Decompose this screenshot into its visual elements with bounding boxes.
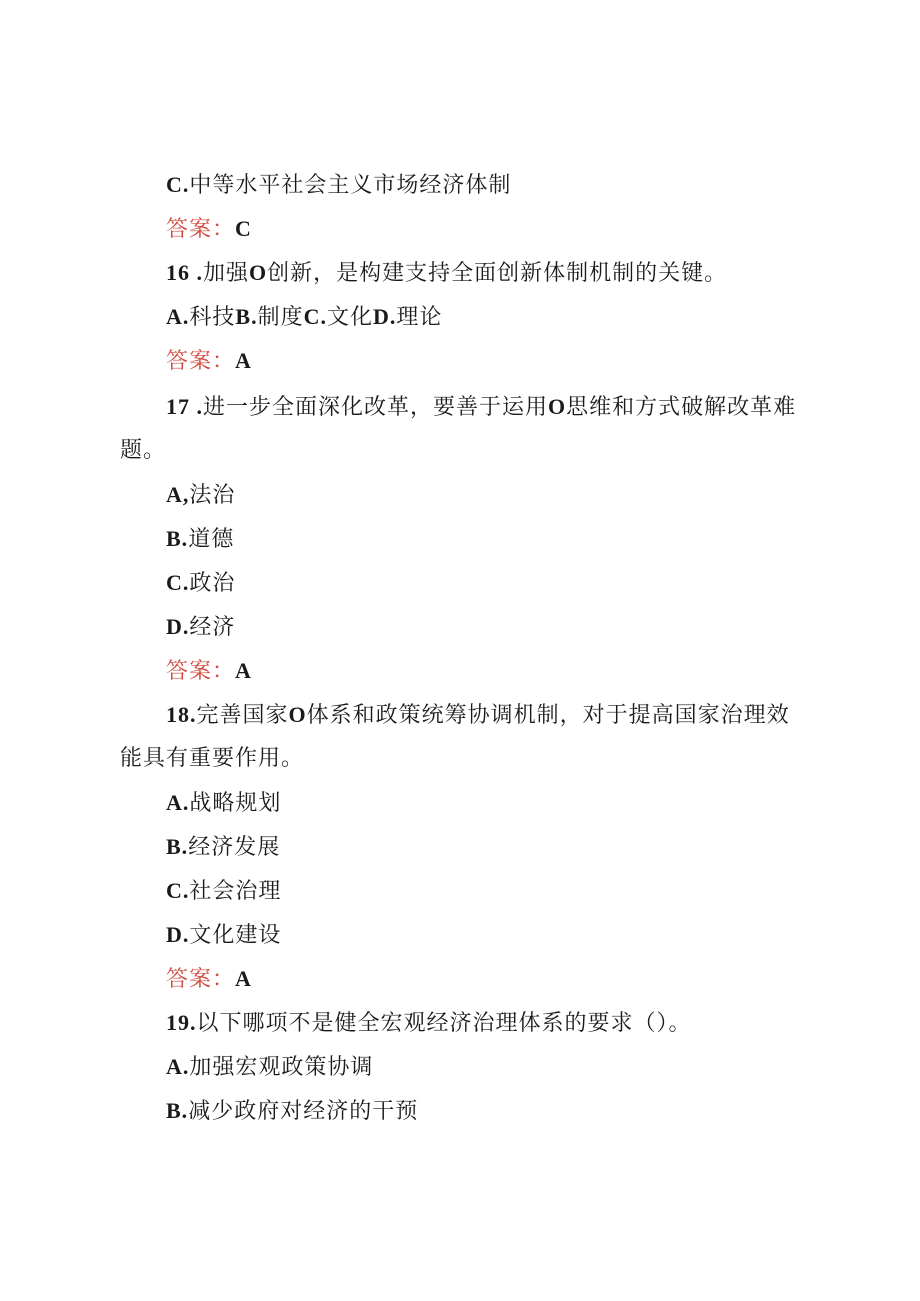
question-text-cont: 题。 [120,438,167,463]
option-b-19 [166,1096,418,1127]
option-c-17 [166,568,235,599]
blank-marker: O [288,702,307,727]
option-prefix: D. [166,922,190,947]
question-18 [166,700,790,731]
question-16 [166,258,727,289]
answer-line-15 [166,214,252,245]
option-text-b: 制度 [257,305,304,330]
question-text: 进一步全面深化改革，要善于运用 [203,395,549,420]
answer-label: 答案： [166,349,236,374]
option-text-a: 科技 [189,305,236,330]
option-b-18 [166,832,280,863]
blank-marker: O [249,260,268,285]
option-prefix: C. [166,878,190,903]
question-17-cont [120,436,166,466]
option-a-18 [166,788,281,819]
blank-marker: O [548,394,567,419]
question-text-rest: 思维和方式破解改革难 [566,395,797,420]
option-text: 政治 [189,571,236,596]
answer-value: A [235,966,252,991]
option-text: 社会治理 [189,879,282,904]
option-prefix-d: D. [373,304,397,329]
option-prefix: A. [166,790,190,815]
option-a-17 [166,480,235,511]
question-number: 19. [166,1010,197,1035]
answer-label: 答案： [166,217,236,242]
question-text-rest: 体系和政策统筹协调机制，对于提高国家治理效 [306,703,790,728]
option-text: 减少政府对经济的干预 [188,1099,419,1124]
option-d-18 [166,920,281,951]
question-18-cont [120,744,304,774]
option-text: 加强宏观政策协调 [189,1055,374,1080]
option-prefix: A. [166,1054,190,1079]
option-d-17 [166,612,235,643]
option-prefix: B. [166,526,189,551]
question-17 [166,392,796,423]
option-a-19 [166,1052,373,1083]
option-prefix: D. [166,614,190,639]
option-text-c: 文化 [327,305,374,330]
answer-value: A [235,658,252,683]
question-text: 加强 [203,261,250,286]
answer-value: C [235,216,252,241]
option-prefix: B. [166,1098,189,1123]
question-text-rest: 创新，是构建支持全面创新体制机制的关键。 [267,261,728,286]
option-text: 法治 [189,483,236,508]
option-text: 经济 [189,615,236,640]
option-text-d: 理论 [396,305,443,330]
option-b-17 [166,524,234,555]
option-text: 道德 [188,527,235,552]
question-number: 18. [166,702,197,727]
question-text: 以下哪项不是健全宏观经济治理体系的要求（）。 [196,1011,692,1036]
option-c-line [166,170,511,201]
option-text: 文化建设 [189,923,282,948]
option-prefix: C. [166,570,190,595]
question-number: 16 . [166,260,203,285]
option-prefix: C. [166,172,190,197]
question-text-cont: 能具有重要作用。 [120,746,305,771]
answer-line-16 [166,346,252,377]
answer-value: A [235,348,252,373]
question-19 [166,1008,692,1039]
option-prefix: A, [166,482,190,507]
answer-label: 答案： [166,659,236,684]
option-prefix-a: A. [166,304,190,329]
question-text: 完善国家 [196,703,289,728]
option-text: 经济发展 [188,835,281,860]
option-text: 中等水平社会主义市场经济体制 [189,173,512,198]
option-prefix-b: B. [235,304,258,329]
answer-label: 答案： [166,967,236,992]
options-16 [166,302,442,333]
option-prefix: B. [166,834,189,859]
answer-line-18 [166,964,252,995]
option-prefix-c: C. [303,304,327,329]
option-c-18 [166,876,281,907]
question-number: 17 . [166,394,203,419]
option-text: 战略规划 [189,791,282,816]
answer-line-17 [166,656,252,687]
